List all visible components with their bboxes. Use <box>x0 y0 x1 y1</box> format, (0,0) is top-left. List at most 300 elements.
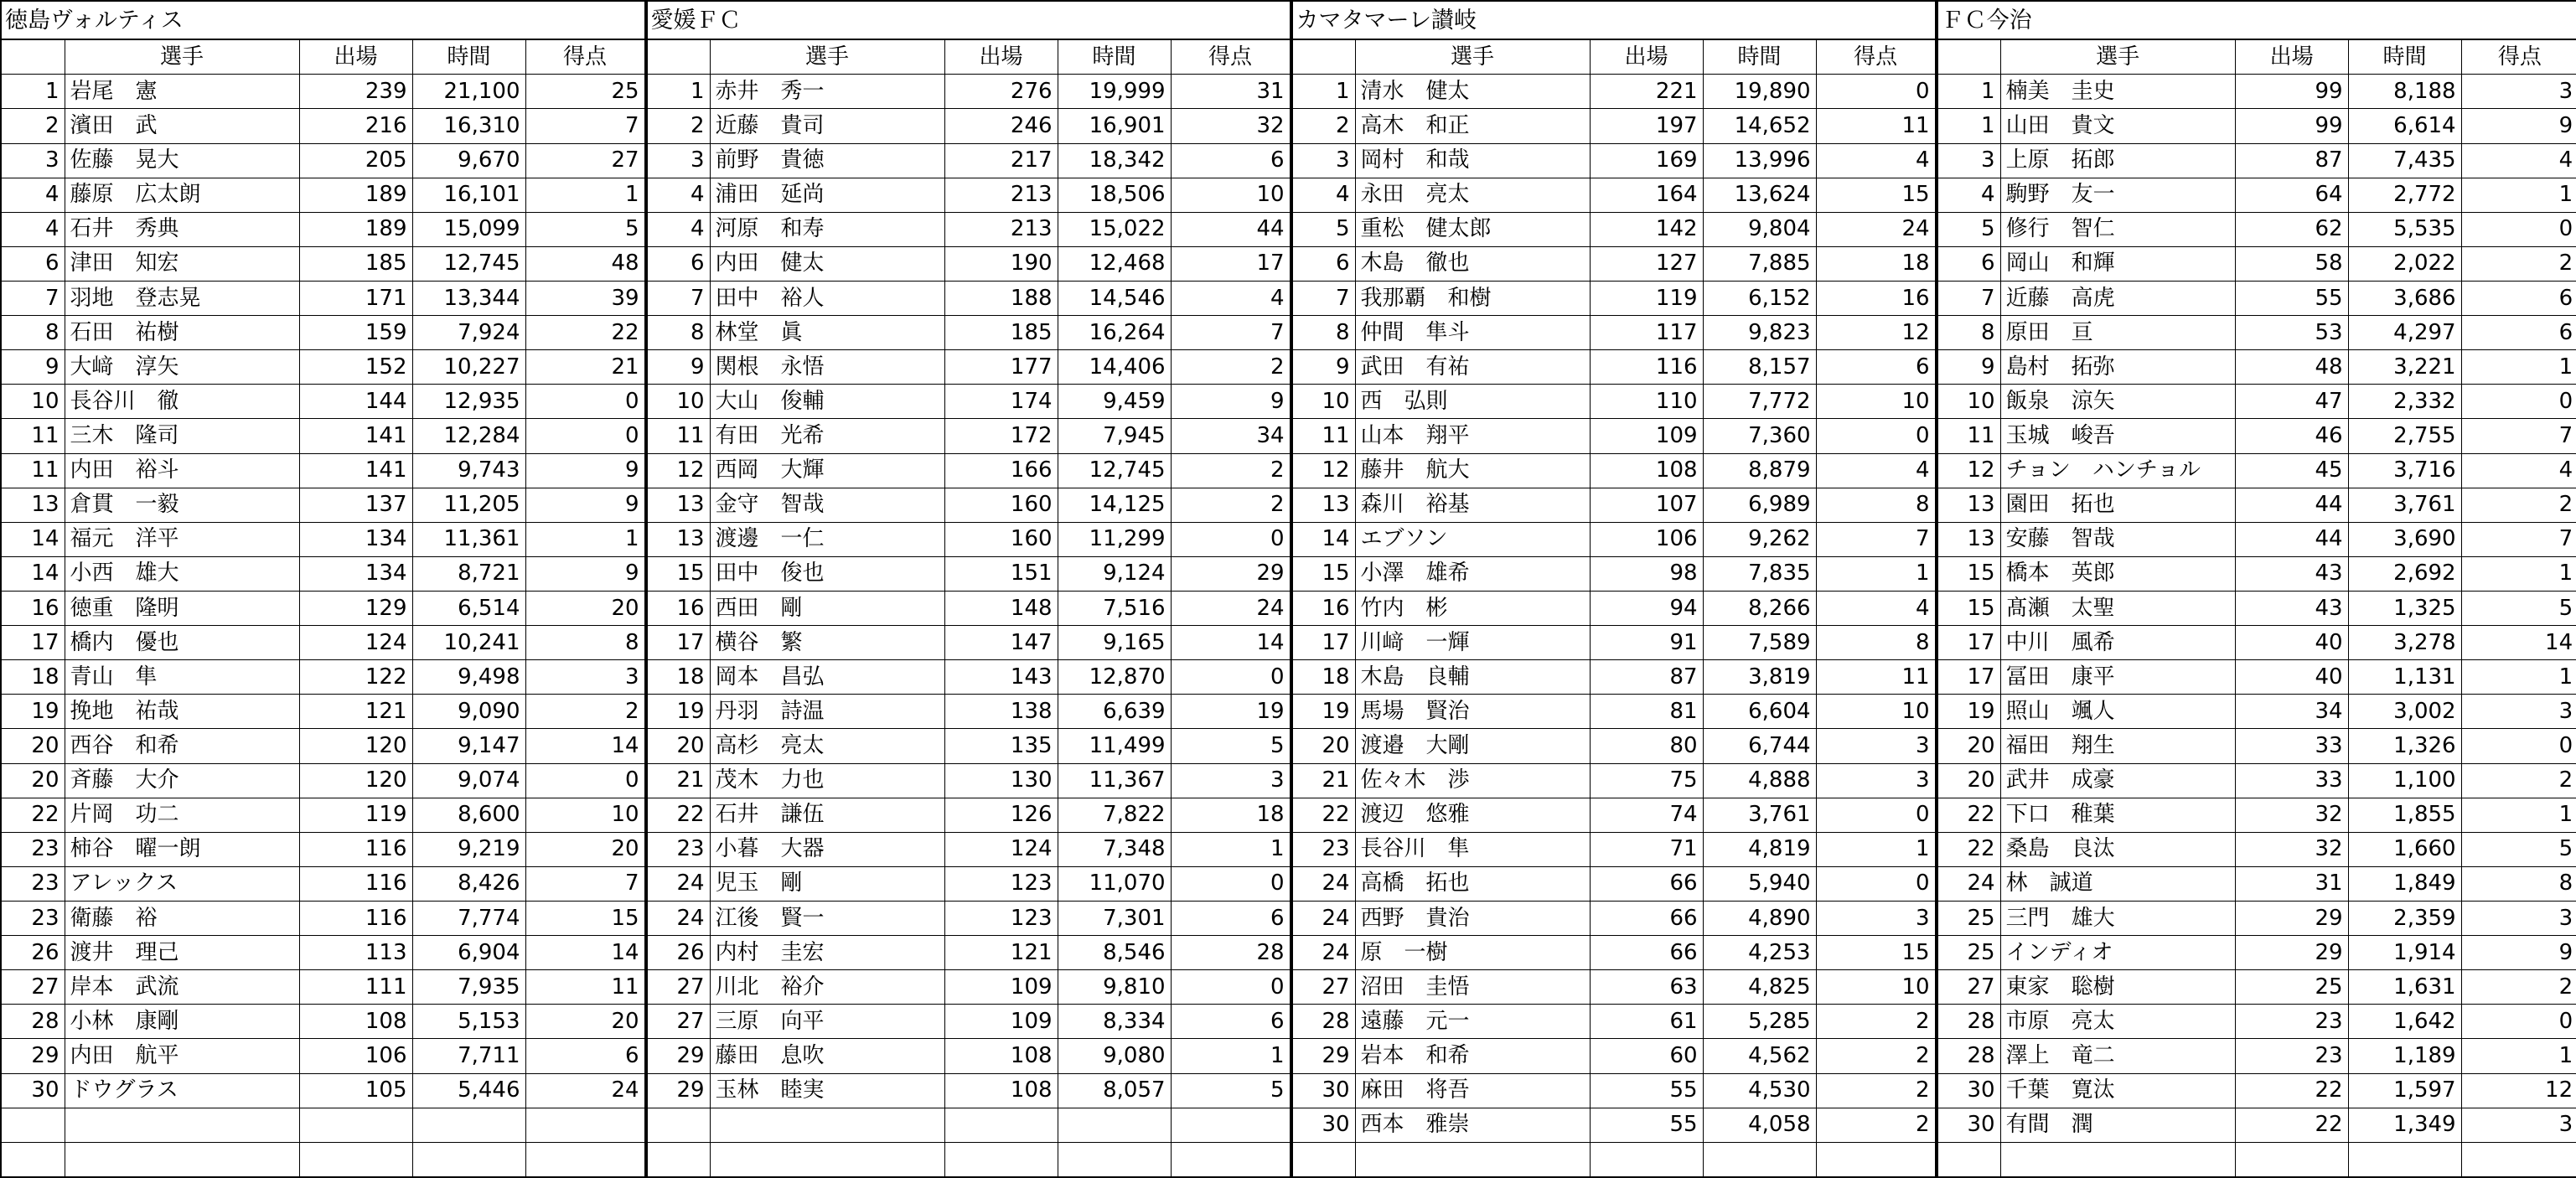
apps-cell: 119 <box>299 798 412 832</box>
table-row <box>646 282 1290 316</box>
goals-cell: 2 <box>2461 763 2576 798</box>
apps-cell: 197 <box>1590 109 1703 143</box>
goals-cell: 1 <box>1816 832 1935 866</box>
time-cell: 6,989 <box>1703 488 1816 522</box>
time-cell: 7,589 <box>1703 626 1816 660</box>
name-cell: 市原 亮太 <box>2000 1005 2235 1039</box>
apps-cell: 151 <box>944 556 1058 591</box>
table-row <box>1291 1073 1935 1108</box>
rank-cell: 11 <box>646 419 710 453</box>
goals-cell: 2 <box>2461 970 2576 1005</box>
table-row <box>1291 246 1935 281</box>
apps-cell: 47 <box>2235 385 2348 419</box>
team-name: ＦＣ今治 <box>1937 1 2576 39</box>
time-cell: 9,804 <box>1703 212 1816 246</box>
name-cell: 照山 颯人 <box>2000 695 2235 729</box>
rank-cell: 15 <box>646 556 710 591</box>
name-cell: 千葉 寛汰 <box>2000 1073 2235 1108</box>
goals-cell <box>1816 1142 1935 1177</box>
name-cell: 河原 和寿 <box>710 212 944 246</box>
goals-cell: 9 <box>525 556 644 591</box>
table-row <box>646 902 1290 936</box>
rank-cell: 1 <box>1291 75 1355 109</box>
goals-cell: 0 <box>1816 75 1935 109</box>
name-cell: 丹羽 詩温 <box>710 695 944 729</box>
goals-cell: 1 <box>1816 556 1935 591</box>
time-cell: 3,686 <box>2348 282 2461 316</box>
table-row <box>646 75 1290 109</box>
header-rank <box>1291 39 1355 75</box>
header-rank <box>646 39 710 75</box>
time-cell: 2,772 <box>2348 178 2461 212</box>
apps-cell: 109 <box>944 1005 1058 1039</box>
apps-cell: 205 <box>299 143 412 178</box>
goals-cell: 27 <box>525 143 644 178</box>
table-row <box>1291 453 1935 488</box>
time-cell: 9,080 <box>1058 1039 1171 1073</box>
apps-cell <box>944 1108 1058 1142</box>
rank-cell <box>1937 1142 2000 1177</box>
goals-cell: 8 <box>2461 866 2576 901</box>
goals-cell: 2 <box>1171 453 1290 488</box>
time-cell: 11,299 <box>1058 522 1171 556</box>
table-row <box>1291 1039 1935 1073</box>
header-time: 時間 <box>412 39 525 75</box>
time-cell: 12,468 <box>1058 246 1171 281</box>
name-cell: 森川 裕基 <box>1355 488 1590 522</box>
table-row <box>1291 763 1935 798</box>
name-cell: エブソン <box>1355 522 1590 556</box>
rank-cell: 4 <box>1291 178 1355 212</box>
rank-cell: 1 <box>1 75 65 109</box>
apps-cell: 33 <box>2235 763 2348 798</box>
goals-cell: 9 <box>525 488 644 522</box>
rank-cell: 10 <box>1 385 65 419</box>
name-cell <box>2000 1142 2235 1177</box>
time-cell: 8,157 <box>1703 350 1816 385</box>
rank-cell: 18 <box>1 660 65 695</box>
name-cell: 山本 翔平 <box>1355 419 1590 453</box>
goals-cell: 8 <box>1816 626 1935 660</box>
name-cell: 岩本 和希 <box>1355 1039 1590 1073</box>
team-table <box>1291 0 1936 1178</box>
time-cell: 1,189 <box>2348 1039 2461 1073</box>
time-cell: 3,761 <box>2348 488 2461 522</box>
table-row <box>1291 695 1935 729</box>
time-cell: 1,660 <box>2348 832 2461 866</box>
header-goals: 得点 <box>525 39 644 75</box>
table-row <box>646 350 1290 385</box>
rank-cell: 3 <box>1 143 65 178</box>
name-cell: 橋内 優也 <box>65 626 299 660</box>
table-row <box>1 695 644 729</box>
apps-cell: 75 <box>1590 763 1703 798</box>
time-cell <box>412 1108 525 1142</box>
rank-cell: 22 <box>1 798 65 832</box>
table-row <box>1937 246 2576 281</box>
rank-cell: 7 <box>1 282 65 316</box>
name-cell: 長谷川 隼 <box>1355 832 1590 866</box>
rank-cell: 17 <box>1 626 65 660</box>
goals-cell: 12 <box>2461 1073 2576 1108</box>
apps-cell: 116 <box>1590 350 1703 385</box>
rank-cell: 19 <box>1291 695 1355 729</box>
time-cell: 6,614 <box>2348 109 2461 143</box>
header-row <box>646 39 1290 75</box>
table-row <box>1937 1005 2576 1039</box>
name-cell: 馬場 賢治 <box>1355 695 1590 729</box>
rank-cell: 28 <box>1291 1005 1355 1039</box>
goals-cell: 14 <box>525 936 644 970</box>
goals-cell: 0 <box>1171 970 1290 1005</box>
name-cell: 藤原 広太朗 <box>65 178 299 212</box>
name-cell: 横谷 繁 <box>710 626 944 660</box>
name-cell: 藤田 息吹 <box>710 1039 944 1073</box>
time-cell: 9,219 <box>412 832 525 866</box>
apps-cell: 71 <box>1590 832 1703 866</box>
header-goals: 得点 <box>1816 39 1935 75</box>
apps-cell: 124 <box>944 832 1058 866</box>
goals-cell: 20 <box>525 1005 644 1039</box>
table-row <box>1291 936 1935 970</box>
goals-cell: 1 <box>525 522 644 556</box>
team-name: カマタマーレ讃岐 <box>1291 1 1935 39</box>
time-cell: 4,825 <box>1703 970 1816 1005</box>
goals-cell <box>2461 1142 2576 1177</box>
team-name: 徳島ヴォルティス <box>1 1 644 39</box>
table-row <box>646 212 1290 246</box>
time-cell: 1,597 <box>2348 1073 2461 1108</box>
name-cell: 岸本 武流 <box>65 970 299 1005</box>
time-cell: 2,332 <box>2348 385 2461 419</box>
rank-cell: 19 <box>1 695 65 729</box>
rank-cell: 4 <box>646 212 710 246</box>
table-row <box>646 316 1290 350</box>
time-cell: 6,639 <box>1058 695 1171 729</box>
table-row <box>1937 729 2576 763</box>
rank-cell: 25 <box>1937 936 2000 970</box>
table-row <box>1291 75 1935 109</box>
apps-cell: 61 <box>1590 1005 1703 1039</box>
time-cell: 2,755 <box>2348 419 2461 453</box>
table-row <box>1937 282 2576 316</box>
name-cell: 近藤 高虎 <box>2000 282 2235 316</box>
name-cell: 挽地 祐哉 <box>65 695 299 729</box>
rank-cell: 20 <box>1 763 65 798</box>
table-row <box>646 798 1290 832</box>
time-cell: 8,334 <box>1058 1005 1171 1039</box>
rank-cell: 30 <box>1291 1108 1355 1142</box>
apps-cell: 189 <box>299 178 412 212</box>
goals-cell: 15 <box>1816 178 1935 212</box>
header-goals: 得点 <box>2461 39 2576 75</box>
apps-cell: 60 <box>1590 1039 1703 1073</box>
goals-cell: 0 <box>2461 1005 2576 1039</box>
goals-cell: 9 <box>2461 936 2576 970</box>
name-cell: 重松 健太郎 <box>1355 212 1590 246</box>
apps-cell: 91 <box>1590 626 1703 660</box>
goals-cell: 2 <box>1816 1108 1935 1142</box>
rank-cell: 21 <box>646 763 710 798</box>
rank-cell: 23 <box>1 902 65 936</box>
time-cell: 5,446 <box>412 1073 525 1108</box>
goals-cell: 0 <box>1171 660 1290 695</box>
rank-cell: 13 <box>646 488 710 522</box>
apps-cell: 134 <box>299 556 412 591</box>
apps-cell: 123 <box>944 866 1058 901</box>
rank-cell: 28 <box>1 1005 65 1039</box>
goals-cell: 14 <box>525 729 644 763</box>
time-cell <box>412 1142 525 1177</box>
apps-cell: 135 <box>944 729 1058 763</box>
goals-cell <box>525 1142 644 1177</box>
apps-cell: 169 <box>1590 143 1703 178</box>
time-cell: 6,604 <box>1703 695 1816 729</box>
table-row <box>1 246 644 281</box>
time-cell: 12,745 <box>1058 453 1171 488</box>
apps-cell: 43 <box>2235 592 2348 626</box>
rank-cell: 10 <box>1937 385 2000 419</box>
name-cell: 福元 洋平 <box>65 522 299 556</box>
table-row <box>1937 1142 2576 1177</box>
goals-cell: 9 <box>2461 109 2576 143</box>
rank-cell: 24 <box>1937 866 2000 901</box>
time-cell: 7,301 <box>1058 902 1171 936</box>
rank-cell: 22 <box>1291 798 1355 832</box>
apps-cell: 74 <box>1590 798 1703 832</box>
table-row <box>1 866 644 901</box>
name-cell: 西 弘則 <box>1355 385 1590 419</box>
rank-cell: 2 <box>1 109 65 143</box>
table-row <box>1937 212 2576 246</box>
time-cell: 1,849 <box>2348 866 2461 901</box>
goals-cell: 6 <box>1171 143 1290 178</box>
goals-cell: 2 <box>1171 350 1290 385</box>
rank-cell: 29 <box>646 1073 710 1108</box>
rank-cell: 20 <box>1291 729 1355 763</box>
rank-cell: 11 <box>1937 419 2000 453</box>
name-cell: 小澤 雄希 <box>1355 556 1590 591</box>
table-row <box>1 832 644 866</box>
rank-cell: 9 <box>1937 350 2000 385</box>
name-cell: 石田 祐樹 <box>65 316 299 350</box>
rank-cell: 5 <box>1291 212 1355 246</box>
rank-cell: 25 <box>1937 902 2000 936</box>
time-cell: 2,022 <box>2348 246 2461 281</box>
rank-cell <box>1291 1142 1355 1177</box>
apps-cell: 116 <box>299 902 412 936</box>
table-row <box>646 178 1290 212</box>
table-row <box>1 592 644 626</box>
rank-cell: 15 <box>1291 556 1355 591</box>
name-cell: 上原 拓郎 <box>2000 143 2235 178</box>
table-row <box>1291 626 1935 660</box>
apps-cell: 40 <box>2235 626 2348 660</box>
rank-cell: 24 <box>1291 866 1355 901</box>
table-row <box>1937 660 2576 695</box>
table-row <box>1 1108 644 1142</box>
rank-cell: 27 <box>646 1005 710 1039</box>
table-row <box>1937 143 2576 178</box>
rank-cell: 9 <box>1 350 65 385</box>
time-cell: 7,935 <box>412 970 525 1005</box>
apps-cell: 142 <box>1590 212 1703 246</box>
apps-cell: 110 <box>1590 385 1703 419</box>
rank-cell: 19 <box>646 695 710 729</box>
rank-cell: 22 <box>1937 798 2000 832</box>
goals-cell: 1 <box>2461 1039 2576 1073</box>
time-cell: 1,631 <box>2348 970 2461 1005</box>
goals-cell: 9 <box>525 453 644 488</box>
time-cell: 4,058 <box>1703 1108 1816 1142</box>
name-cell: 高杉 亮太 <box>710 729 944 763</box>
time-cell: 3,221 <box>2348 350 2461 385</box>
rank-cell: 2 <box>646 109 710 143</box>
time-cell <box>1058 1142 1171 1177</box>
name-cell: 西岡 大輝 <box>710 453 944 488</box>
time-cell: 18,506 <box>1058 178 1171 212</box>
goals-cell: 3 <box>2461 75 2576 109</box>
rank-cell: 8 <box>1937 316 2000 350</box>
time-cell: 9,124 <box>1058 556 1171 591</box>
goals-cell: 5 <box>2461 592 2576 626</box>
time-cell: 7,924 <box>412 316 525 350</box>
table-row <box>1 453 644 488</box>
goals-cell: 3 <box>2461 1108 2576 1142</box>
goals-cell: 8 <box>1816 488 1935 522</box>
time-cell: 11,499 <box>1058 729 1171 763</box>
apps-cell: 99 <box>2235 109 2348 143</box>
name-cell: 安藤 智哉 <box>2000 522 2235 556</box>
time-cell: 1,855 <box>2348 798 2461 832</box>
table-row <box>646 1039 1290 1073</box>
goals-cell: 7 <box>2461 522 2576 556</box>
table-row <box>1291 970 1935 1005</box>
apps-cell: 148 <box>944 592 1058 626</box>
rank-cell: 28 <box>1937 1005 2000 1039</box>
table-row <box>1 1005 644 1039</box>
name-cell: 倉貫 一毅 <box>65 488 299 522</box>
apps-cell: 152 <box>299 350 412 385</box>
goals-cell: 0 <box>525 419 644 453</box>
time-cell: 4,253 <box>1703 936 1816 970</box>
rank-cell: 13 <box>1937 488 2000 522</box>
header-apps: 出場 <box>299 39 412 75</box>
apps-cell: 106 <box>299 1039 412 1073</box>
rank-cell: 6 <box>1 246 65 281</box>
apps-cell: 164 <box>1590 178 1703 212</box>
time-cell: 15,022 <box>1058 212 1171 246</box>
goals-cell: 10 <box>1171 178 1290 212</box>
apps-cell: 55 <box>1590 1108 1703 1142</box>
name-cell: 前野 貴徳 <box>710 143 944 178</box>
time-cell: 2,692 <box>2348 556 2461 591</box>
rank-cell: 12 <box>1291 453 1355 488</box>
name-cell: 原田 亘 <box>2000 316 2235 350</box>
apps-cell: 126 <box>944 798 1058 832</box>
apps-cell: 107 <box>1590 488 1703 522</box>
time-cell: 9,743 <box>412 453 525 488</box>
table-row <box>646 1142 1290 1177</box>
goals-cell: 6 <box>2461 316 2576 350</box>
name-cell: 小暮 大器 <box>710 832 944 866</box>
goals-cell: 15 <box>1816 936 1935 970</box>
rank-cell: 13 <box>1937 522 2000 556</box>
rank-cell: 30 <box>1937 1073 2000 1108</box>
time-cell: 19,999 <box>1058 75 1171 109</box>
table-row <box>1 798 644 832</box>
apps-cell: 63 <box>1590 970 1703 1005</box>
apps-cell: 113 <box>299 936 412 970</box>
table-row <box>1 1142 644 1177</box>
time-cell: 19,890 <box>1703 75 1816 109</box>
goals-cell: 21 <box>525 350 644 385</box>
apps-cell: 147 <box>944 626 1058 660</box>
name-cell: 渡辺 悠雅 <box>1355 798 1590 832</box>
name-cell: 冨田 康平 <box>2000 660 2235 695</box>
name-cell: 小林 康剛 <box>65 1005 299 1039</box>
name-cell: 羽地 登志晃 <box>65 282 299 316</box>
apps-cell <box>299 1108 412 1142</box>
time-cell: 14,546 <box>1058 282 1171 316</box>
rank-cell: 20 <box>646 729 710 763</box>
rank-cell: 14 <box>1291 522 1355 556</box>
goals-cell: 1 <box>1171 1039 1290 1073</box>
table-row <box>1937 316 2576 350</box>
rank-cell: 6 <box>1937 246 2000 281</box>
goals-cell: 0 <box>1816 419 1935 453</box>
apps-cell: 22 <box>2235 1073 2348 1108</box>
rank-cell: 8 <box>1291 316 1355 350</box>
table-row <box>646 1108 1290 1142</box>
rank-cell: 11 <box>1 453 65 488</box>
time-cell: 9,670 <box>412 143 525 178</box>
goals-cell: 4 <box>2461 453 2576 488</box>
table-row <box>1291 419 1935 453</box>
time-cell: 4,297 <box>2348 316 2461 350</box>
time-cell: 7,360 <box>1703 419 1816 453</box>
apps-cell: 32 <box>2235 798 2348 832</box>
time-cell: 8,426 <box>412 866 525 901</box>
name-cell: 武井 成豪 <box>2000 763 2235 798</box>
apps-cell: 141 <box>299 453 412 488</box>
table-row <box>1937 626 2576 660</box>
rank-cell: 13 <box>1 488 65 522</box>
table-row <box>1 556 644 591</box>
goals-cell: 5 <box>525 212 644 246</box>
apps-cell: 121 <box>944 936 1058 970</box>
time-cell: 10,227 <box>412 350 525 385</box>
name-cell: 小西 雄大 <box>65 556 299 591</box>
apps-cell: 25 <box>2235 970 2348 1005</box>
table-row <box>1 970 644 1005</box>
rank-cell: 12 <box>1937 453 2000 488</box>
time-cell: 6,744 <box>1703 729 1816 763</box>
table-row <box>646 109 1290 143</box>
table-row <box>1291 178 1935 212</box>
rank-cell: 29 <box>1291 1039 1355 1073</box>
rank-cell: 1 <box>1937 109 2000 143</box>
table-row <box>1937 522 2576 556</box>
table-row <box>1937 936 2576 970</box>
table-row <box>1 350 644 385</box>
time-cell: 1,349 <box>2348 1108 2461 1142</box>
name-cell: 三原 向平 <box>710 1005 944 1039</box>
name-cell: 津田 知宏 <box>65 246 299 281</box>
time-cell: 21,100 <box>412 75 525 109</box>
table-row <box>1 936 644 970</box>
header-time: 時間 <box>2348 39 2461 75</box>
